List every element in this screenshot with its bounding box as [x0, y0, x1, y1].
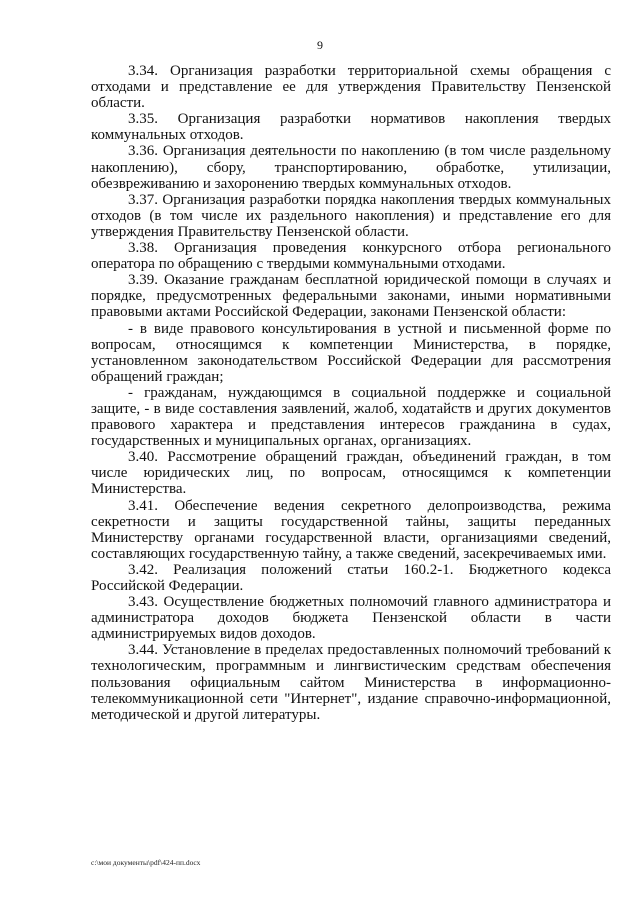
paragraph-3-34: 3.34. Организация разработки территориальной схемы обращения с отходами и представление ее для утверждения Правительству Пензенской области.: [91, 63, 611, 112]
paragraph-3-39: 3.39. Оказание гражданам бесплатной юридической помощи в случаях и порядке, предусмотренных федеральными законами, иными нормативными правовыми актами Российской Федерации, законами Пензенской области:: [91, 272, 611, 321]
paragraph-3-41: 3.41. Обеспечение ведения секретного делопроизводства, режима секретности и защиты государственной тайны, защиты переданных Министерству органами государственной власти, организациями сведений, составляющих государственную тайну, а также сведений, засекречиваемых ими.: [91, 497, 611, 562]
page-number: 9: [317, 38, 323, 52]
paragraph-3-44: 3.44. Установление в пределах предоставленных полномочий требований к технологическим, программным и лингвистическим средствам обеспечения пользования официальным сайтом Министерства в информационно-телекоммуникационной сети "Интернет", издание справочно-информационной, методической и другой литературы.: [91, 642, 611, 723]
paragraph-3-42: 3.42. Реализация положений статьи 160.2-1. Бюджетного кодекса Российской Федерации.: [91, 561, 611, 594]
paragraph-3-37: 3.37. Организация разработки порядка накопления твердых коммунальных отходов (в том числе их раздельного накопления) и представление его для утверждения Правительству Пензенской области.: [91, 191, 611, 240]
paragraph-3-40: 3.40. Рассмотрение обращений граждан, объединений граждан, в том числе юридических лиц, по вопросам, относящимся к компетенции Министерства.: [91, 449, 611, 498]
paragraph-3-38: 3.38. Организация проведения конкурсного отбора регионального оператора по обращению с твердыми коммунальными отходами.: [91, 240, 611, 273]
paragraph-3-36: 3.36. Организация деятельности по накоплению (в том числе раздельному накоплению), сбору, транспортированию, обработке, утилизации, обезвреживанию и захоронению твердых коммунальных отходов.: [91, 143, 611, 192]
paragraph-3-39-item-2: - гражданам, нуждающимся в социальной поддержке и социальной защите, - в виде составления заявлений, жалоб, ходатайств и других документов правового характера и представления интересов гражданина в судах, государственных и муниципальных органах, организациях.: [91, 384, 611, 450]
document-body: [91, 63, 611, 723]
footer-file-path: c:\мои документы\pdf\424-пп.docx: [91, 858, 201, 867]
paragraph-3-43: 3.43. Осуществление бюджетных полномочий главного администратора и администратора доходов бюджета Пензенской области в части администрируемых видов доходов.: [91, 594, 611, 643]
paragraph-3-35: 3.35. Организация разработки нормативов накопления твердых коммунальных отходов.: [91, 111, 611, 144]
paragraph-3-39-item-1: - в виде правового консультирования в устной и письменной форме по вопросам, относящимся к компетенции Министерства, в порядке, установленном законодательством Российской Федерации для рассмотрения обращений граждан;: [91, 320, 611, 385]
